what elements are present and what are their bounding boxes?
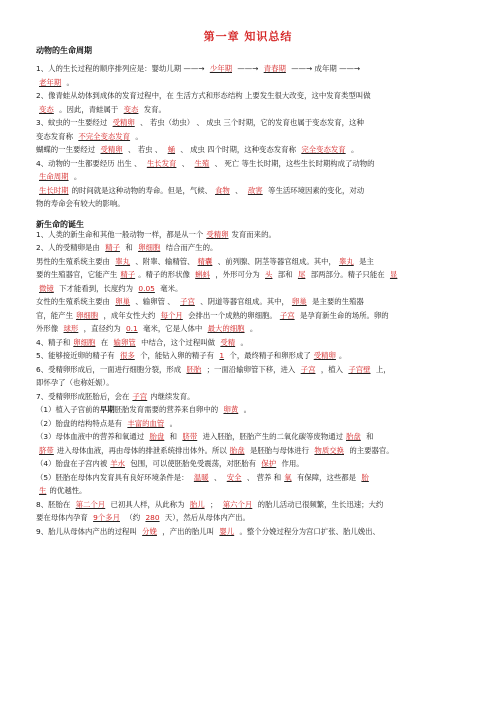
line-text: 1、人的生长过程的顺序排列应是：婴幼儿期 ——→ [36,64,207,73]
line-text: 3、蚊虫的一生要经过 [36,118,110,127]
text-line [36,525,466,539]
line-text: 个，最终精子和卵形成了 [227,351,311,360]
line-text: 4、动物的一生都要经历 出生 、 [36,158,144,168]
answer-blank: 9个多月 [93,513,120,522]
text-line [36,76,466,90]
page-title: 第一章 知识总结 [203,30,293,43]
answer-blank: 温暖 [193,472,209,482]
answer-blank: 脐带 [39,445,54,455]
line-text: 部两部分。精子只能在 [308,270,387,279]
answer-blank: 不完全变态发育 [78,131,131,141]
line-text: 、 [211,472,224,482]
answer-blank: 子宫 [300,364,316,374]
answer-blank: 第六个月 [222,499,253,509]
answer-blank: 安全 [226,472,242,482]
line-text: 。 [338,351,347,360]
answer-blank: 生长发育 [146,158,177,168]
answer-blank: 280 [145,513,160,522]
text-line [36,130,466,144]
line-text: （4）胎盘在子宫内被 [36,459,108,468]
line-text: 。因此，青蛙属于 [56,104,121,114]
line-text: 毫米，它是人体中 [140,324,205,333]
answer-blank: 尾 [297,270,306,279]
line-text: 。整个分娩过程分为宫口扩张、胎儿娩出、 [237,526,380,536]
text-line [36,417,466,431]
answer-blank: 保护 [261,459,277,468]
answer-blank: 完全变态发育 [301,145,346,154]
line-text: 、 死亡 等生长时期，这些生长时期构成了动物的 [212,158,375,168]
line-text: 要的生殖器官，它能产生 [36,270,118,279]
answer-blank: 老年期 [39,77,62,87]
line-text: 发育而来的。 [231,229,276,239]
text-line [36,309,466,323]
text-line [36,228,466,242]
answer-blank: 子宫壁 [348,364,371,374]
line-text: 有保障，这些都是 [294,472,359,482]
line-text: 、 [232,185,245,195]
text-line [36,363,466,377]
answer-blank: 胎盘 [229,445,245,455]
line-text: 毫米。 [157,283,183,293]
text-line [36,457,466,471]
answer-blank: 变态 [39,104,54,114]
answer-blank: 氧 [284,472,292,482]
line-text: 、 若虫 、 [125,145,165,154]
line-text: 已初具人样，从此称为 [108,499,187,509]
text-line [36,103,466,117]
answer-blank: 生长时期 [39,185,69,195]
line-text: 内继续发育。 [150,391,195,401]
line-text: 5、能够接近卵的精子有 [36,351,117,360]
line-text: 。 [133,131,143,141]
line-text: 包围，可以使胚胎免受震荡，对胚胎有 [128,459,259,468]
line-text: 。 [247,324,258,333]
line-text: ，植入 [318,364,346,374]
line-text: 是主要的生殖器 [309,297,364,306]
line-text: 。 [64,77,74,87]
line-text: 8、胚胎在 [36,499,73,509]
line-text: ，产出的胎儿叫 [159,526,217,536]
line-text: 6、受精卵形成后，一面进行细胞分裂，形成 [36,364,184,374]
line-text: 在 [98,337,111,347]
line-text: 胚胎发育需要的营养来自卵中的 [114,405,221,414]
answer-blank: 受精卵 [100,145,123,154]
line-text: 2、人的受精卵是由 [36,243,103,252]
answer-blank: 卵巢 [115,297,131,306]
line-text: 9、胎儿从母体内产出的过程叫 [36,526,140,536]
line-text: ，外形可分为 [213,270,263,279]
line-text: 4、精子和 [36,337,71,347]
answer-blank: 受精 [220,337,236,347]
line-text: （2）胎盘的结构特点是有 [36,418,125,428]
answer-blank: 变态 [123,104,139,114]
line-text: 要在母体内孕育 [36,513,91,522]
line-text: ； [207,499,220,509]
text-line [36,349,466,363]
line-text: （5）胚胎在母体内发育具有良好环境条件是： [36,472,191,482]
line-text: 。 [348,145,359,154]
line-text: 外形像 [36,324,61,333]
text-line [36,282,466,296]
text-line [36,444,466,458]
line-text: 是胚胎与母体进行 [247,445,312,455]
line-text: 和 [363,432,374,441]
answer-blank: 蝌蚪 [195,270,210,279]
line-text: 下才能看到，长度约为 [56,283,136,293]
text-line [36,336,466,350]
answer-blank: 胎盘 [346,432,361,441]
text-line [36,255,466,269]
line-text: 作用。 [279,459,304,468]
line-text: 是主 [356,256,374,266]
answer-blank: 生 [39,486,47,495]
answer-blank: 婴儿 [219,526,235,536]
text-line [36,184,466,198]
answer-blank: 输卵管 [113,337,136,347]
answer-blank: 球形 [63,324,79,333]
answer-blank: 精子 [120,270,136,279]
answer-blank: 0.1 [125,324,138,333]
text-line [36,498,466,512]
text-line [36,241,466,255]
text-line [36,89,466,103]
line-text: ，成年女性大约 [101,310,158,320]
line-text: 、输卵管 、 [133,297,178,306]
text-line [36,430,466,444]
answer-blank: 最大的细胞 [207,324,245,333]
text-line [36,511,466,525]
answer-blank: 精子 [105,243,120,252]
text-line [36,157,466,171]
text-line [36,322,466,336]
answer-blank: 0.05 [138,283,155,293]
line-text: 中结合，这个过程叫做 [138,337,218,347]
section-heading-new-life: 新生命的诞生 [36,220,84,229]
answer-blank: 胚胎 [186,364,202,374]
line-text: 1、人类的新生命和其他一般动物一样，都是从一个 [36,229,204,239]
answer-blank: 卵细胞 [138,243,161,252]
line-text: 蝴蝶的一生要经过 [36,145,98,154]
answer-blank: 精囊 [197,256,213,266]
answer-blank: 很多 [119,351,135,360]
answer-blank: 羊水 [110,459,126,468]
answer-blank: 受精卵 [206,229,229,239]
line-text: 、 若虫（幼虫） 、 成虫 三个时期，它的发育也属于变态发育，这种 [137,118,364,127]
line-text: 进入胚胎，胚胎产生的二氧化碳等废物通过 [200,432,343,441]
line-text: ——→ 成年期 ——→ [288,64,361,73]
line-text: 男性的生殖系统主要由 [36,256,113,266]
line-text: 和 [167,432,180,441]
line-text: （3）母体血液中的营养和氧通过 [36,432,147,441]
answer-blank: 受精卵 [313,351,336,360]
text-line [36,471,466,485]
line-text: 个，能钻入卵的精子有 [137,351,217,360]
answer-blank: 睾丸 [115,256,131,266]
line-text: 。 [71,172,82,181]
line-text: 等生活环境因素的变化，对动 [265,185,365,195]
line-text: 部和 [275,270,295,279]
answer-blank: 头 [265,270,273,279]
answer-blank: 子宫 [132,391,148,401]
section-spacer [36,211,466,228]
text-line [36,62,466,76]
text-line [36,268,466,282]
answer-blank: 卵细胞 [75,310,99,320]
answer-blank: 胎儿 [189,499,205,509]
text-line [36,295,466,309]
answer-blank: 敌害 [247,185,263,195]
answer-blank: 卵细胞 [73,337,96,347]
line-text: 。 [167,418,178,428]
answer-blank: 微镜 [39,283,54,293]
line-text: 女性的生殖系统主要由 [36,297,113,306]
line-text: 、阴道等器官组成。其中， [197,297,289,306]
answer-blank: 睾丸 [338,256,354,266]
line-text: 、 营养 和 [244,472,282,482]
line-text: 和 [122,243,136,252]
answer-blank: 卵巢 [291,297,307,306]
line-text: （1）植入子宫前的 [36,405,100,414]
answer-blank: 生殖 [194,158,210,168]
document-body [36,62,466,538]
line-text: ；一面沿输卵管下移，进入 [204,364,298,374]
text-line [36,376,466,390]
answer-blank: 蛹 [167,145,176,154]
text-line [36,170,466,184]
answer-blank: 胎 [361,472,369,482]
answer-blank: 食物 [215,185,230,195]
line-text: 。 [238,337,248,347]
line-text: 物的寿命会有较大的影响。 [36,199,125,208]
answer-blank: 胎盘 [149,432,165,441]
line-text: （约 [122,513,143,522]
line-text: 。精子的形状像 [138,270,193,279]
line-text: 变态发育称 [36,131,76,141]
answer-blank: 第二个月 [75,499,106,509]
line-text: 、 [179,158,192,168]
line-text: 。 [241,405,251,414]
line-text: 天），然后从母体内产出。 [162,513,250,522]
line-text: ，直径约为 [81,324,123,333]
answer-blank: 子宫 [279,310,295,320]
text-line [36,390,466,404]
line-text: 的优越性。 [49,486,87,495]
text-line [36,143,466,157]
line-text: 会排出一个成熟的卵细胞。 [185,310,277,320]
answer-blank: 少年期 [209,64,232,73]
line-text: 结合而产生的。 [163,243,218,252]
line-text: 7、受精卵形成胚胎后，会在 [36,391,130,401]
section-heading-life-cycle: 动物的生命周期 [36,46,92,55]
text-line [36,197,466,211]
answer-blank: 生命周期 [39,172,69,181]
answer-blank: 显 [389,270,398,279]
line-text: 的主要器官。 [347,445,394,455]
line-text: 、前列腺、阴茎等器官组成。其中， [215,256,336,266]
answer-blank: 青春期 [263,64,286,73]
answer-blank: 受精卵 [112,118,135,127]
line-text: 是孕育新生命的场所。卵的 [297,310,389,320]
answer-blank: 脐带 [182,432,198,441]
line-text: 上， [373,364,391,374]
answer-blank: 丰富的血管 [127,418,165,428]
line-text: ——→ [235,64,261,73]
line-text: 、 成虫 四个时期，这种变态发育称 [178,145,299,154]
answer-blank: 子宫 [180,297,195,306]
answer-blank: 分娩 [142,526,157,536]
text-line [36,403,466,417]
line-text: 2、像青蛙从幼体到成体的发育过程中，在 生活方式和形态结构 上要发生很大改变，这中发育类型叫做 [36,91,371,100]
line-text: 的时间就是这种动物的寿命。但是，气候、 [71,185,213,195]
answer-blank: 卵黄 [223,405,239,414]
bold-text: 早期 [99,405,115,414]
line-text: 即怀孕了（也称妊娠）。 [36,378,114,387]
line-text: 进入母体血液，再由母体的排泄系统排出体外。所以 [56,445,227,455]
line-text: 的胎儿活动已很频繁，生长迅速；大约 [255,499,384,509]
line-text: 、附睾、输精管、 [133,256,195,266]
text-line [36,484,466,498]
answer-blank: 每个月 [160,310,183,320]
answer-blank: 1 [219,351,225,360]
answer-blank: 物质交换 [314,445,344,455]
line-text: 发育。 [141,104,166,114]
line-text: 官，能产生 [36,310,73,320]
text-line [36,116,466,130]
